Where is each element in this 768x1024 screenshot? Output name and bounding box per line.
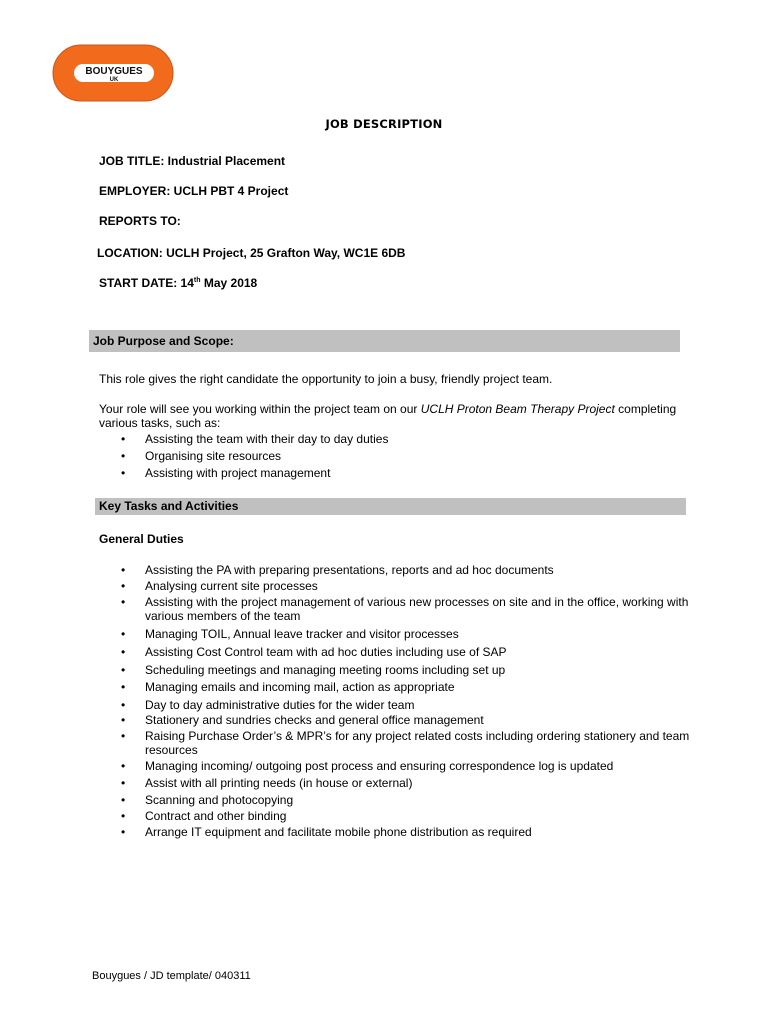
list-item: • Raising Purchase Order’s & MPR’s for any project related costs including ordering stationery and team resources (99, 729, 729, 757)
general-duties-heading: General Duties (99, 532, 184, 546)
list-item: • Scanning and photocopying (99, 793, 729, 807)
role-text-post: completing (614, 402, 677, 416)
section-header-tasks-label: Key Tasks and Activities (99, 499, 239, 513)
list-item: • Day to day administrative duties for the wider team (99, 698, 729, 712)
section-header-purpose-label: Job Purpose and Scope: (93, 334, 234, 348)
purpose-role-paragraph (99, 402, 676, 430)
list-item: • Organising site resources (99, 449, 699, 463)
logo-subtext: UK (109, 77, 119, 83)
section-header-tasks (95, 498, 686, 515)
list-item: • Assisting with project management (99, 466, 699, 480)
employer-field: EMPLOYER: UCLH PBT 4 Project (99, 184, 289, 198)
role-line-1 (99, 402, 676, 416)
location-field: LOCATION: UCLH Project, 25 Grafton Way, WC1E 6DB (97, 246, 406, 260)
tasks-bullet-list (99, 563, 729, 839)
list-item: • Assisting Cost Control team with ad hoc duties including use of SAP (99, 645, 729, 659)
list-item: • Arrange IT equipment and facilitate mobile phone distribution as required (99, 825, 729, 839)
start-date-field (99, 276, 257, 290)
list-item: • Contract and other binding (99, 809, 729, 823)
footer-reference: Bouygues / JD template/ 040311 (92, 970, 251, 982)
company-logo (52, 44, 174, 102)
list-item: • Assisting the team with their day to day duties (99, 432, 699, 446)
purpose-intro: This role gives the right candidate the opportunity to join a busy, friendly project team. (99, 372, 553, 386)
list-item: • Analysing current site processes (99, 579, 729, 593)
list-item: • Scheduling meetings and managing meeting rooms including set up (99, 663, 729, 677)
list-item: • Stationery and sundries checks and general office management (99, 713, 729, 727)
role-project-name: UCLH Proton Beam Therapy Project (420, 402, 615, 416)
role-line-2: various tasks, such as: (99, 416, 221, 430)
list-item: • Managing emails and incoming mail, action as appropriate (99, 680, 729, 694)
role-text-pre: Your role will see you working within the project team on our (99, 402, 421, 416)
start-date-ordinal: th (193, 277, 201, 284)
section-header-purpose (89, 330, 680, 352)
document-title: JOB DESCRIPTION (325, 117, 443, 131)
job-title-field: JOB TITLE: Industrial Placement (99, 154, 286, 168)
start-date-prefix: START DATE: 14 (99, 276, 194, 290)
purpose-bullet-list (99, 432, 699, 480)
list-item: • Assisting the PA with preparing presentations, reports and ad hoc documents (99, 563, 729, 577)
list-item: • Managing TOIL, Annual leave tracker and visitor processes (99, 627, 729, 641)
list-item: • Managing incoming/ outgoing post process and ensuring correspondence log is updated (99, 759, 729, 773)
logo-text: BOUYGUES (85, 66, 143, 77)
start-date-suffix: May 2018 (200, 276, 258, 290)
list-item: • Assist with all printing needs (in house or external) (99, 776, 729, 790)
reports-to-field: REPORTS TO: (99, 214, 181, 228)
list-item: • Assisting with the project management of various new processes on site and in the office, working with various members of the team (99, 595, 729, 623)
